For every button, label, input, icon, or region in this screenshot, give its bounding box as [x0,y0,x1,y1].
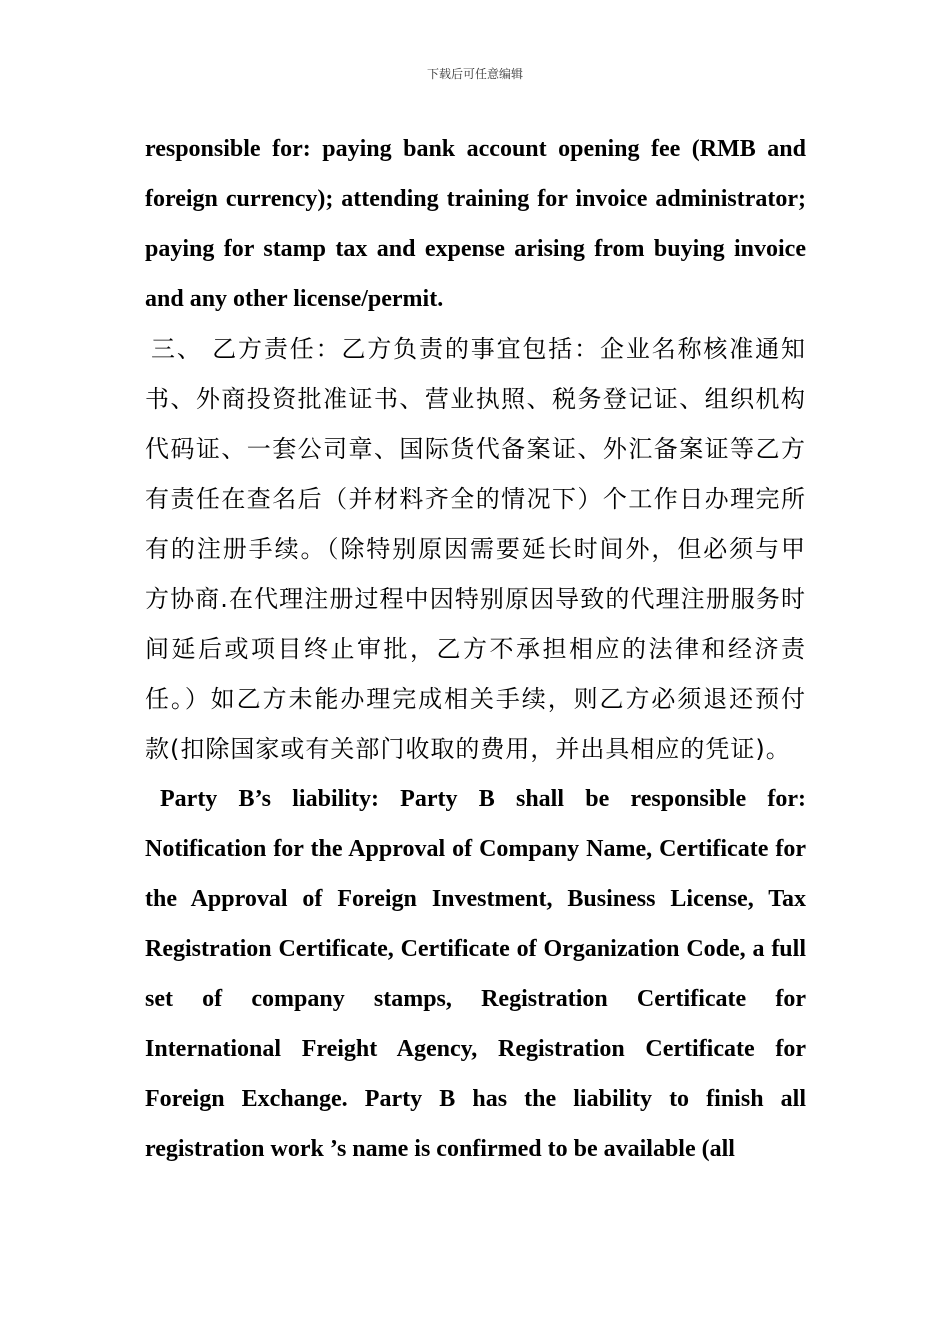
paragraph-party-b-liability-english: Party B’s liability: Party B shall be responsible for: Notification for the Approval of Company Name, Certificate for the Approval of Foreign Investment, Business License, Tax Registration Certificate, Certificate of Organization Code, a full set of company stamps, Registration Certificate for International Freight Agency, Registration Certificate for Foreign Exchange. Party B has the liability to finish all registration work ’s name is confirmed to be available (all [145,786,806,1162]
page-header: 下载后可任意编辑 [426,67,523,81]
document-body [145,124,806,1174]
paragraph-responsibility-continued: responsible for: paying bank account opening fee (RMB and foreign currency); attending training for invoice administrator; paying for stamp tax and expense arising from buying invoice and any other license/permit. [145,136,806,312]
paragraph-party-b-liability-chinese: 三、 乙方责任：乙方负责的事宜包括：企业名称核准通知书、外商投资批准证书、营业执照、税务登记证、组织机构代码证、一套公司章、国际货代备案证、外汇备案证等乙方有责任在查名后（并材料齐全的情况下）个工作日办理完所有的注册手续。（除特别原因需要延长时间外，但必须与甲方协商.在代理注册过程中因特别原因导致的代理注册服务时间延后或项目终止审批，乙方不承担相应的法律和经济责任。）如乙方未能办理完成相关手续，则乙方必须退还预付款(扣除国家或有关部门收取的费用，并出具相应的凭证)。 [145,335,806,763]
